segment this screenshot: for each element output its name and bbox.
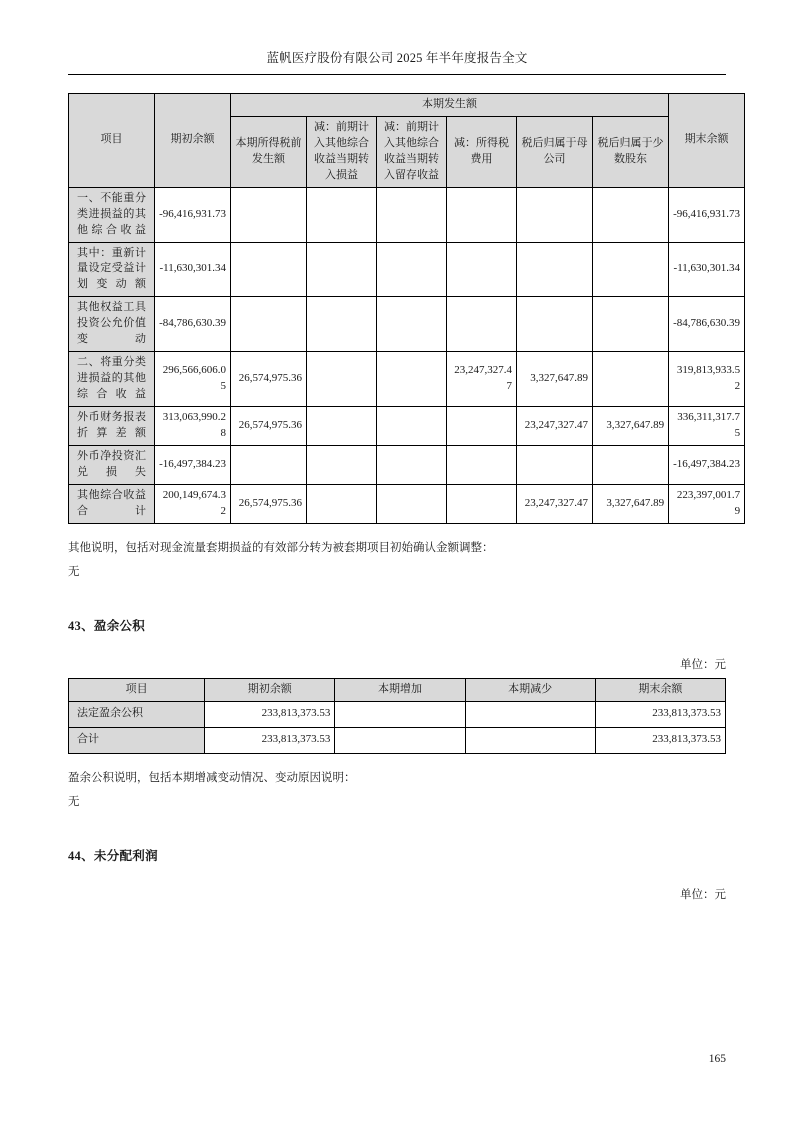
table-row: [69, 484, 745, 523]
cell-after-tax-parent: 23,247,327.47: [517, 484, 593, 523]
table-row: [69, 701, 726, 727]
oci-table-head: [69, 94, 745, 188]
cell-after-tax-minority: [593, 445, 669, 484]
header-divider: [68, 74, 726, 75]
cell-opening: 296,566,606.05: [155, 352, 231, 407]
section-44-heading: 44、未分配利润: [68, 849, 158, 863]
cell-opening: -11,630,301.34: [155, 242, 231, 297]
section-43-note-value: 无: [68, 795, 80, 808]
col-item: 项目: [69, 94, 155, 188]
cell-pretax: 26,574,975.36: [231, 484, 307, 523]
cell-pretax: [231, 445, 307, 484]
section-43-unit: 单位：元: [680, 658, 726, 671]
cell-less-prior-to-re: [377, 406, 447, 445]
page-number: 165: [708, 1053, 726, 1065]
col-less-prior-to-profit-loss: 减：前期计入其他综合收益当期转入损益: [307, 116, 377, 187]
cell-pretax: [231, 242, 307, 297]
cell-after-tax-minority: 3,327,647.89: [593, 406, 669, 445]
cell-closing: 223,397,001.79: [669, 484, 745, 523]
row-item-label: 法定盈余公积: [69, 701, 205, 727]
cell-less-prior-to-pl: [307, 297, 377, 352]
cell-after-tax-minority: [593, 297, 669, 352]
cell-after-tax-parent: 23,247,327.47: [517, 406, 593, 445]
oci-table: [68, 93, 745, 524]
surplus-cell-3: [465, 701, 595, 727]
row-item-label: 二、将重分类进损益的其他综合收益: [69, 352, 155, 407]
row-item-label: 外币净投资汇兑损失: [69, 445, 155, 484]
col-less-income-tax: 减：所得税费用: [447, 116, 517, 187]
running-header: [68, 0, 726, 75]
running-header-title: 蓝帆医疗股份有限公司 2025 年半年度报告全文: [266, 51, 528, 65]
surplus-reserve-table-head: [69, 678, 726, 701]
table-row: [69, 187, 745, 242]
cell-after-tax-minority: [593, 242, 669, 297]
cell-after-tax-parent: [517, 242, 593, 297]
cell-less-tax: 23,247,327.47: [447, 352, 517, 407]
cell-closing: -96,416,931.73: [669, 187, 745, 242]
col-after-tax-minority: 税后归属于少数股东: [593, 116, 669, 187]
surplus-reserve-header-row: [69, 678, 726, 701]
surplus-cell-1: 233,813,373.53: [205, 727, 335, 753]
oci-header-row-1: [69, 94, 745, 117]
table-row: [69, 242, 745, 297]
oci-note-label: 其他说明，包括对现金流量套期损益的有效部分转为被套期项目初始确认金额调整：: [68, 541, 494, 554]
cell-less-prior-to-re: [377, 484, 447, 523]
section-43-heading: 43、盈余公积: [68, 618, 146, 633]
cell-less-prior-to-pl: [307, 352, 377, 407]
row-item-label: 其中：重新计量设定受益计划变动额: [69, 242, 155, 297]
cell-less-prior-to-pl: [307, 406, 377, 445]
surplus-col-1: 期初余额: [205, 678, 335, 701]
cell-less-tax: [447, 297, 517, 352]
surplus-cell-4: 233,813,373.53: [595, 701, 725, 727]
cell-after-tax-parent: [517, 187, 593, 242]
cell-pretax: [231, 187, 307, 242]
cell-after-tax-parent: [517, 445, 593, 484]
surplus-cell-3: [465, 727, 595, 753]
cell-less-prior-to-re: [377, 242, 447, 297]
cell-less-tax: [447, 187, 517, 242]
cell-pretax: 26,574,975.36: [231, 352, 307, 407]
row-item-label: 其他权益工具投资公允价值变动: [69, 297, 155, 352]
surplus-cell-4: 233,813,373.53: [595, 727, 725, 753]
cell-closing: 319,813,933.52: [669, 352, 745, 407]
oci-table-body: [69, 187, 745, 523]
col-less-prior-to-retained-earnings: 减：前期计入其他综合收益当期转入留存收益: [377, 116, 447, 187]
cell-less-prior-to-pl: [307, 445, 377, 484]
col-opening-balance: 期初余额: [155, 94, 231, 188]
cell-less-tax: [447, 484, 517, 523]
cell-after-tax-parent: 3,327,647.89: [517, 352, 593, 407]
surplus-reserve-table-body: [69, 701, 726, 753]
cell-after-tax-parent: [517, 297, 593, 352]
cell-less-prior-to-pl: [307, 187, 377, 242]
col-group-current-period: 本期发生额: [231, 94, 669, 117]
row-item-label: 一、不能重分类进损益的其他综合收益: [69, 187, 155, 242]
col-pretax-amount: 本期所得税前发生额: [231, 116, 307, 187]
oci-note-value: 无: [68, 565, 80, 578]
cell-pretax: 26,574,975.36: [231, 406, 307, 445]
cell-less-tax: [447, 445, 517, 484]
cell-closing: -16,497,384.23: [669, 445, 745, 484]
cell-after-tax-minority: 3,327,647.89: [593, 484, 669, 523]
surplus-col-2: 本期增加: [335, 678, 465, 701]
cell-less-prior-to-re: [377, 445, 447, 484]
cell-opening: -16,497,384.23: [155, 445, 231, 484]
table-row: [69, 352, 745, 407]
cell-closing: -84,786,630.39: [669, 297, 745, 352]
row-item-label: 合计: [69, 727, 205, 753]
cell-after-tax-minority: [593, 187, 669, 242]
table-row: [69, 406, 745, 445]
surplus-reserve-table: [68, 678, 726, 754]
col-closing-balance: 期末余额: [669, 94, 745, 188]
cell-opening: -96,416,931.73: [155, 187, 231, 242]
surplus-cell-1: 233,813,373.53: [205, 701, 335, 727]
table-row: [69, 727, 726, 753]
cell-less-tax: [447, 406, 517, 445]
cell-after-tax-minority: [593, 352, 669, 407]
row-item-label: 其他综合收益合计: [69, 484, 155, 523]
cell-less-prior-to-re: [377, 297, 447, 352]
cell-less-prior-to-pl: [307, 242, 377, 297]
table-row: [69, 297, 745, 352]
surplus-col-3: 本期减少: [465, 678, 595, 701]
cell-pretax: [231, 297, 307, 352]
row-item-label: 外币财务报表折算差额: [69, 406, 155, 445]
surplus-cell-2: [335, 727, 465, 753]
section-44-unit: 单位：元: [680, 889, 726, 901]
surplus-col-0: 项目: [69, 678, 205, 701]
cell-closing: -11,630,301.34: [669, 242, 745, 297]
cell-opening: 313,063,990.28: [155, 406, 231, 445]
cell-less-prior-to-pl: [307, 484, 377, 523]
cell-less-prior-to-re: [377, 187, 447, 242]
cell-closing: 336,311,317.75: [669, 406, 745, 445]
section-43-note-label: 盈余公积说明，包括本期增减变动情况、变动原因说明：: [68, 771, 356, 784]
cell-opening: 200,149,674.32: [155, 484, 231, 523]
surplus-cell-2: [335, 701, 465, 727]
surplus-col-4: 期末余额: [595, 678, 725, 701]
table-row: [69, 445, 745, 484]
cell-opening: -84,786,630.39: [155, 297, 231, 352]
cell-less-tax: [447, 242, 517, 297]
cell-less-prior-to-re: [377, 352, 447, 407]
col-after-tax-parent: 税后归属于母公司: [517, 116, 593, 187]
